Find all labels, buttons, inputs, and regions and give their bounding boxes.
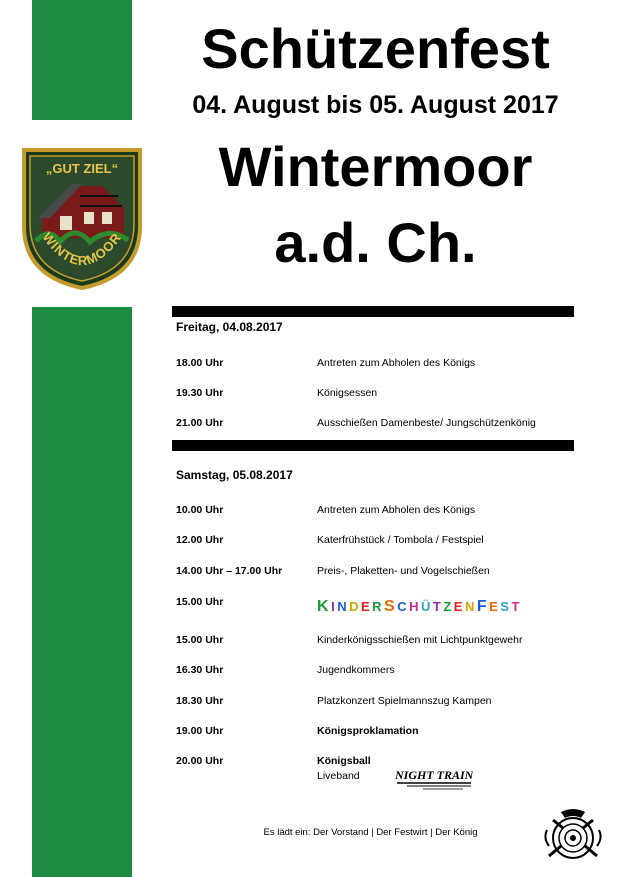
row-time: 12.00 Uhr bbox=[176, 534, 224, 546]
row-time: 20.00 Uhr bbox=[176, 755, 224, 767]
row-event: Kinderkönigsschießen mit Lichtpunktgewehr bbox=[317, 634, 523, 646]
page-title: Schützenfest bbox=[201, 17, 550, 80]
club-badge-logo bbox=[20, 146, 144, 292]
row-time: 18.30 Uhr bbox=[176, 695, 224, 707]
band-logo-text: NIGHT TRAIN bbox=[395, 768, 473, 782]
row-time: 15.00 Uhr bbox=[176, 634, 224, 646]
saturday-heading: Samstag, 05.08.2017 bbox=[176, 468, 293, 482]
kinder-letter: F bbox=[476, 598, 490, 615]
kinder-letter: Ü bbox=[420, 599, 433, 614]
kinder-letter: D bbox=[349, 599, 361, 614]
row-time: 19.00 Uhr bbox=[176, 725, 224, 737]
kinder-letter: K bbox=[317, 598, 332, 615]
kinderschuetzenfest-banner bbox=[317, 598, 522, 616]
row-time: 16.30 Uhr bbox=[176, 664, 224, 676]
kinder-letter: N bbox=[337, 599, 350, 614]
kinder-letter: Z bbox=[443, 599, 454, 614]
row-event: Königsball bbox=[317, 755, 371, 767]
row-time: 15.00 Uhr bbox=[176, 596, 224, 608]
place-line-1: Wintermoor bbox=[218, 135, 533, 198]
kinder-letter: E bbox=[453, 599, 465, 614]
row-time: 18.00 Uhr bbox=[176, 357, 224, 369]
row-event: Katerfrühstück / Tombola / Festspiel bbox=[317, 534, 484, 546]
divider-friday bbox=[172, 306, 574, 317]
row-event: Antreten zum Abholen des Königs bbox=[317, 357, 476, 369]
kinder-letter: C bbox=[397, 599, 410, 614]
kinder-letter: E bbox=[489, 599, 501, 614]
footer-invitation: Es lädt ein: Der Vorstand | Der Festwirt | Der König bbox=[263, 827, 478, 838]
kinder-letter: R bbox=[372, 599, 385, 614]
row-time: 21.00 Uhr bbox=[176, 417, 224, 429]
row-event: Preis-, Plaketten- und Vogelschießen bbox=[317, 565, 490, 577]
row-event: Jugendkommers bbox=[317, 664, 395, 676]
green-bar-top bbox=[32, 0, 132, 120]
badge-bottom-text: WINTERMOOR bbox=[39, 229, 125, 269]
kinder-letter: S bbox=[384, 598, 398, 615]
friday-heading: Freitag, 04.08.2017 bbox=[176, 320, 283, 334]
badge-top-text: „GUT ZIEL“ bbox=[45, 161, 119, 176]
place-line-2: a.d. Ch. bbox=[274, 211, 477, 274]
kinder-letter: T bbox=[511, 599, 522, 614]
row-time: 19.30 Uhr bbox=[176, 387, 224, 399]
night-train-band-logo bbox=[393, 766, 473, 790]
row-event: Königsproklamation bbox=[317, 725, 419, 737]
kinder-letter: S bbox=[500, 599, 512, 614]
row-event: Antreten zum Abholen des Königs bbox=[317, 504, 476, 516]
event-dates: 04. August bis 05. August 2017 bbox=[192, 91, 559, 119]
divider-saturday bbox=[172, 440, 574, 451]
kinder-letter: T bbox=[432, 599, 444, 614]
target-emblem-icon bbox=[543, 806, 603, 866]
kinder-letter: I bbox=[331, 599, 338, 614]
green-bar-bottom bbox=[32, 307, 132, 877]
row-event: Königsessen bbox=[317, 387, 378, 399]
row-event: Ausschießen Damenbeste/ Jungschützenkönig bbox=[317, 417, 536, 429]
row-event: Platzkonzert Spielmannszug Kampen bbox=[317, 695, 492, 707]
kinder-letter: N bbox=[464, 599, 477, 614]
row-time: 10.00 Uhr bbox=[176, 504, 224, 516]
row-time: 14.00 Uhr – 17.00 Uhr bbox=[176, 565, 283, 577]
kinder-letter: E bbox=[360, 599, 373, 614]
kinder-letter: H bbox=[409, 599, 421, 614]
row-event-sub: Liveband bbox=[317, 770, 360, 782]
